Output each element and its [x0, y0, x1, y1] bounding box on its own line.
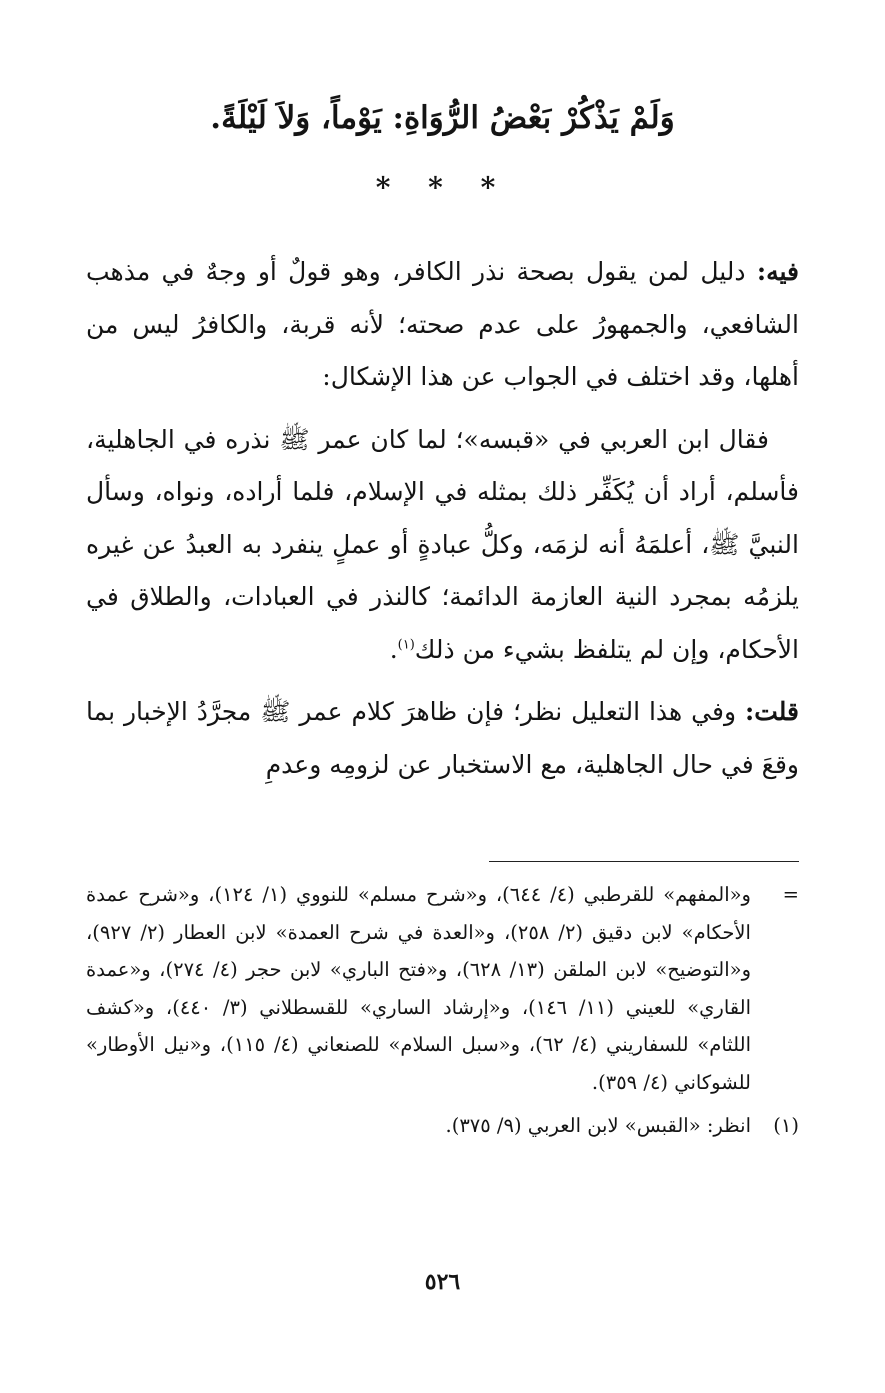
paragraph-3 [86, 686, 799, 791]
paragraph-1-lead: فيه: [756, 257, 799, 286]
footnote-1-number: (١) [773, 1114, 799, 1137]
footnote-1-text: انظر: «القبس» لابن العربي (٩/ ٣٧٥). [445, 1114, 751, 1137]
paragraph-1 [86, 246, 799, 404]
footnote-continued-text: و«المفهم» للقرطبي (٤/ ٦٤٤)، و«شرح مسلم» للنووي (١/ ١٢٤)، و«شرح عمدة الأحكام» لابن دقيق (٢/ ٢٥٨)، و«العدة في شرح العمدة» لابن العطار (٢/ ٩٢٧)، و«التوضيح» لابن الملقن (١٣/ ٦٢٨)، و«فتح الباري» لابن حجر (٤/ ٢٧٤)، و«عمدة القاري» للعيني (١١/ ١٤٦)، و«إرشاد الساري» للقسطلاني (٣/ ٤٤٠)، و«كشف اللثام» للسفاريني (٤/ ٦٢)، و«سبل السلام» للصنعاني (٤/ ١١٥)، و«نيل الأوطار» للشوكاني (٤/ ٣٥٩). [86, 883, 751, 1094]
page-number: ٥٢٦ [424, 1269, 461, 1295]
main-text [86, 246, 799, 801]
footnote-continuation-mark: = [782, 883, 799, 906]
paragraph-2 [86, 414, 799, 677]
paragraph-2-text: فقال ابن العربي في «قبسه»؛ لما كان عمر ﷺ نذره في الجاهلية، فأسلم، أراد أن يُكَفِّر ذلك بمثله في الإسلام، فلما أراده، ونواه، وسأل النبيَّ ﷺ، أعلمَهُ أنه لزمَه، وكلُّ عبادةٍ أو عملٍ ينفرد به العبدُ عن غيره يلزمُه بمجرد النية العازمة الدائمة؛ كالنذر في العبادات، والطلاق في الأحكام، وإن لم يتلفظ بشيء من ذلك [86, 424, 799, 664]
paragraph-2-end: . [389, 634, 398, 664]
paragraph-1-text: دليل لمن يقول بصحة نذر الكافر، وهو قولٌ أو وجهٌ في مذهب الشافعي، والجمهورُ على عدم صحته؛ لأنه قربة، والكافرُ ليس من أهلها، وقد اختلف في الجواب عن هذا الإشكال: [86, 257, 799, 391]
hadith-closing-line: وَلَمْ يَذْكُرْ بَعْضُ الرُّوَاةِ: يَوْماً، وَلاَ لَيْلَةً. [210, 100, 675, 136]
footnote-reference-1[interactable]: (١) [397, 637, 415, 653]
paragraph-3-lead: قلت: [744, 697, 799, 726]
footnote-1 [86, 1107, 799, 1145]
footnote-divider [489, 861, 799, 862]
paragraph-3-text: وفي هذا التعليل نظر؛ فإن ظاهرَ كلام عمر ﷺ مجرَّدُ الإخبار بما وقعَ في حال الجاهلية، مع الاستخبار عن لزومِه وعدمِ [86, 697, 799, 779]
footnotes [86, 876, 799, 1145]
section-separator: * * * [375, 171, 510, 204]
footnote-continued [86, 876, 799, 1101]
